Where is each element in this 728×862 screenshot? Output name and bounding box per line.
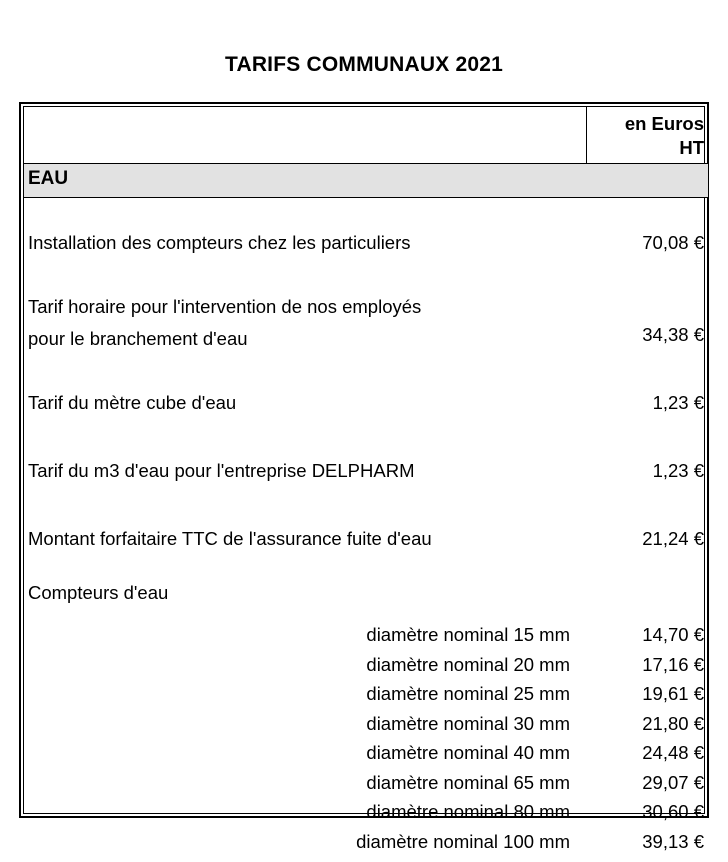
diameter-price: 19,61 € bbox=[586, 685, 708, 715]
table-row bbox=[24, 656, 708, 686]
table-row bbox=[24, 448, 708, 494]
diameter-label: diamètre nominal 65 mm bbox=[24, 774, 586, 804]
item-label bbox=[24, 380, 586, 426]
spacer-cell-left bbox=[24, 358, 586, 380]
header-currency-line1: en Euros bbox=[587, 107, 705, 134]
spacer-cell-right bbox=[586, 426, 708, 448]
page-title: TARIFS COMMUNAUX 2021 bbox=[0, 53, 728, 77]
diameter-price: 17,16 € bbox=[586, 656, 708, 686]
header-currency-line2: HT bbox=[587, 134, 705, 158]
item-label bbox=[24, 220, 586, 266]
diameter-price: 14,70 € bbox=[586, 626, 708, 656]
group-header-row bbox=[24, 584, 708, 626]
table-row bbox=[24, 803, 708, 833]
diameter-label: diamètre nominal 100 mm bbox=[24, 833, 586, 862]
section-band-eau bbox=[24, 164, 708, 198]
spacer-cell-right bbox=[586, 562, 708, 584]
spacer-cell-left bbox=[24, 426, 586, 448]
group-label-text: Compteurs d'eau bbox=[28, 584, 586, 603]
spacer-cell-right bbox=[586, 198, 708, 221]
table-row bbox=[24, 626, 708, 656]
table-row bbox=[24, 774, 708, 804]
item-price: 70,08 € bbox=[586, 220, 708, 266]
item-price: 34,38 € bbox=[586, 288, 708, 358]
group-label bbox=[24, 584, 586, 626]
spacer-cell-right bbox=[586, 358, 708, 380]
spacer-cell-left bbox=[24, 198, 586, 221]
diameter-label: diamètre nominal 15 mm bbox=[24, 626, 586, 656]
diameter-price: 21,80 € bbox=[586, 715, 708, 745]
section-band-cell bbox=[24, 164, 708, 198]
spacer-cell-right bbox=[586, 266, 708, 288]
item-label bbox=[24, 448, 586, 494]
tariff-table-frame bbox=[19, 102, 709, 818]
diameter-price: 24,48 € bbox=[586, 744, 708, 774]
diameter-label: diamètre nominal 80 mm bbox=[24, 803, 586, 833]
spacer-row bbox=[24, 358, 708, 380]
item-label-line1: Tarif du m3 d'eau pour l'entreprise DELPHARM bbox=[28, 462, 586, 481]
item-price: 1,23 € bbox=[586, 448, 708, 494]
diameter-label: diamètre nominal 25 mm bbox=[24, 685, 586, 715]
diameter-label: diamètre nominal 20 mm bbox=[24, 656, 586, 686]
table-row bbox=[24, 715, 708, 745]
diameter-price: 29,07 € bbox=[586, 774, 708, 804]
group-price-empty bbox=[586, 584, 708, 626]
tariff-table bbox=[24, 107, 708, 862]
item-label-line1: Installation des compteurs chez les particuliers bbox=[28, 234, 586, 253]
spacer-cell-right bbox=[586, 494, 708, 516]
table-row bbox=[24, 833, 708, 862]
table-header-row bbox=[24, 107, 708, 164]
item-label bbox=[24, 516, 586, 562]
item-label-line1: Montant forfaitaire TTC de l'assurance fuite d'eau bbox=[28, 530, 586, 549]
item-price: 21,24 € bbox=[586, 516, 708, 562]
spacer-row bbox=[24, 198, 708, 221]
item-price: 1,23 € bbox=[586, 380, 708, 426]
item-label bbox=[24, 288, 586, 358]
section-label: EAU bbox=[24, 164, 708, 188]
diameter-label: diamètre nominal 40 mm bbox=[24, 744, 586, 774]
header-empty-cell bbox=[24, 107, 586, 164]
spacer-cell-left bbox=[24, 494, 586, 516]
diameter-label: diamètre nominal 30 mm bbox=[24, 715, 586, 745]
item-label-line1: Tarif du mètre cube d'eau bbox=[28, 394, 586, 413]
table-row bbox=[24, 516, 708, 562]
table-row bbox=[24, 744, 708, 774]
spacer-row bbox=[24, 426, 708, 448]
spacer-row bbox=[24, 494, 708, 516]
spacer-cell-left bbox=[24, 266, 586, 288]
item-label-line1: Tarif horaire pour l'intervention de nos employés bbox=[28, 288, 586, 317]
spacer-cell-left bbox=[24, 562, 586, 584]
diameter-price: 30,60 € bbox=[586, 803, 708, 833]
spacer-row bbox=[24, 562, 708, 584]
table-row bbox=[24, 380, 708, 426]
table-row bbox=[24, 288, 708, 358]
diameter-price: 39,13 € bbox=[586, 833, 708, 862]
item-label-line2: pour le branchement d'eau bbox=[28, 317, 586, 349]
header-currency-cell bbox=[586, 107, 708, 164]
table-row bbox=[24, 220, 708, 266]
tariff-table-inner bbox=[23, 106, 705, 814]
table-row bbox=[24, 685, 708, 715]
spacer-row bbox=[24, 266, 708, 288]
